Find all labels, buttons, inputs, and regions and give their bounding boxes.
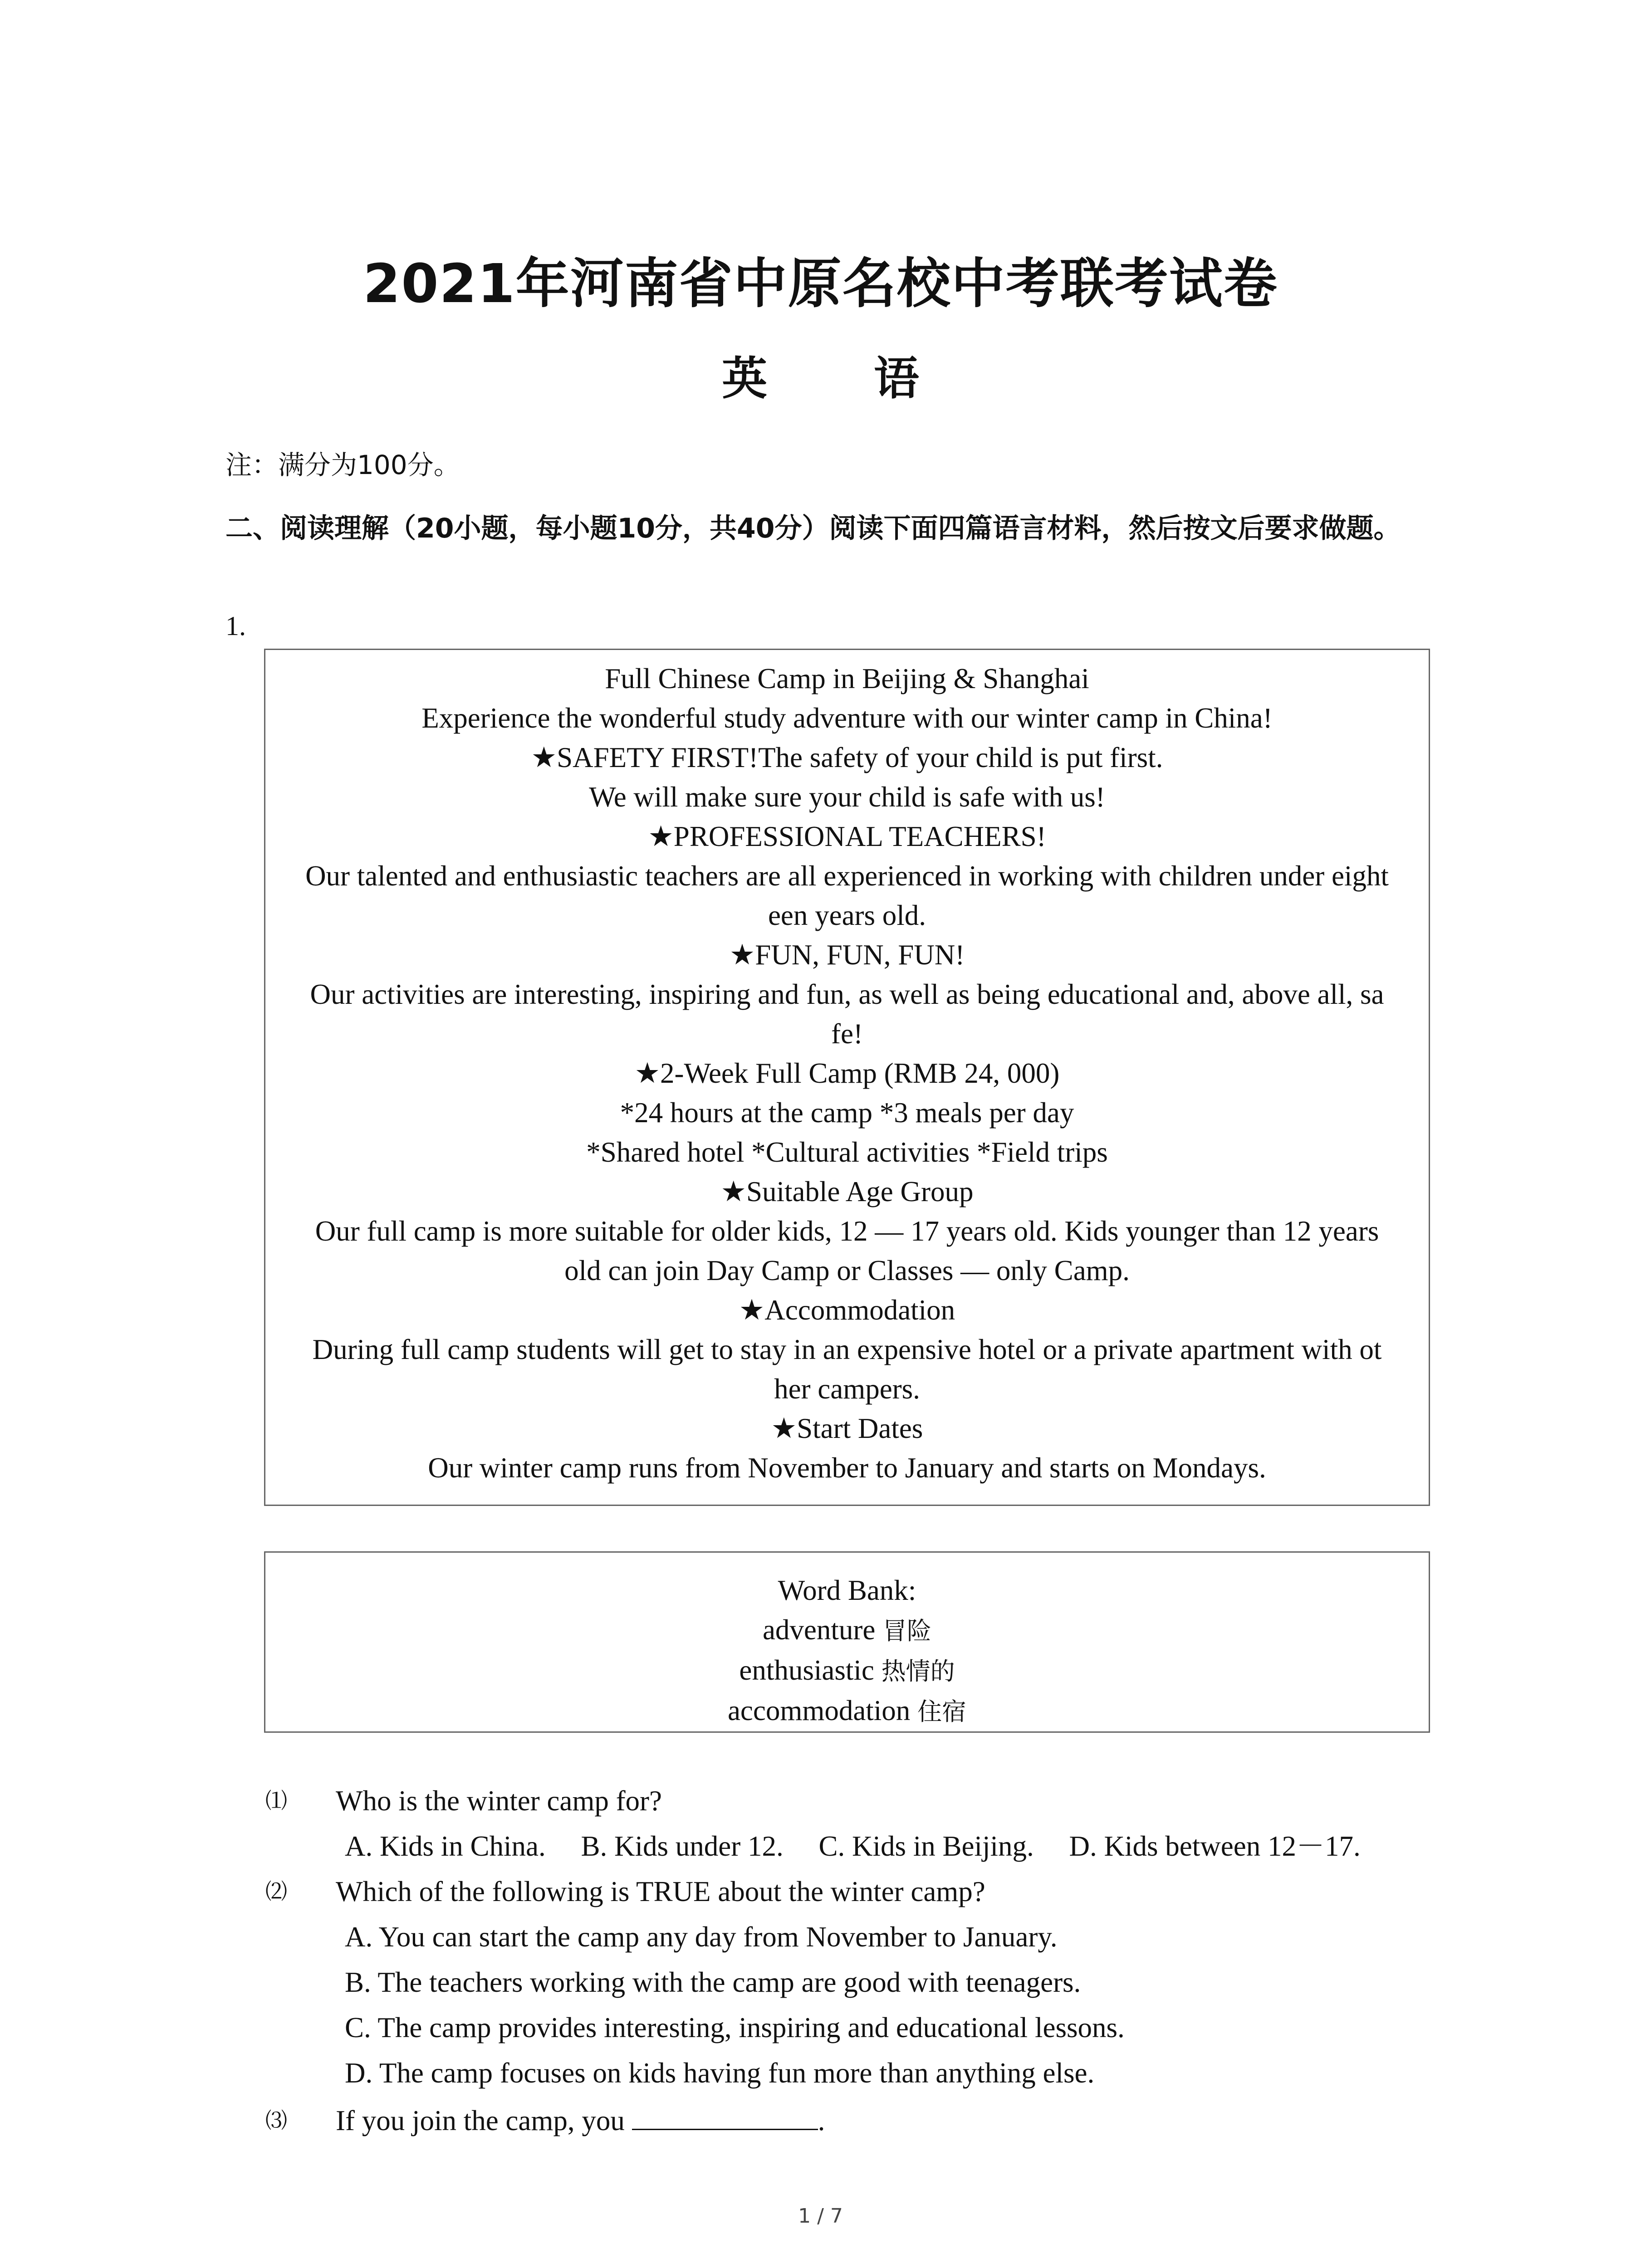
- passage-line: *Shared hotel *Cultural activities *Field trips: [586, 1136, 1108, 1168]
- question-2: [265, 1871, 985, 1912]
- option-b[interactable]: B. Kids under 12.: [581, 1830, 784, 1862]
- passage-line: Experience the wonderful study adventure with our winter camp in China!: [421, 702, 1273, 734]
- page-number: 1 / 7: [798, 2204, 843, 2228]
- passage-line: een years old.: [768, 899, 926, 931]
- passage-line: old can join Day Camp or Classes — only Camp.: [564, 1255, 1130, 1286]
- word-cn: 住宿: [917, 1697, 967, 1726]
- word-cn: 冒险: [882, 1617, 932, 1645]
- answer-blank[interactable]: [632, 2102, 818, 2130]
- option-c[interactable]: C. Kids in Beijing.: [818, 1830, 1034, 1862]
- passage-line: Our activities are interesting, inspiring and fun, as well as being educational and, above all, sa: [310, 978, 1384, 1010]
- passage-line: ★FUN, FUN, FUN!: [729, 939, 965, 971]
- word-en: accommodation: [727, 1695, 911, 1726]
- word-en: adventure: [762, 1614, 876, 1646]
- question-1-options: [345, 1826, 1389, 1867]
- passage-line: Our talented and enthusiastic teachers are all experienced in working with children under eight: [305, 860, 1389, 892]
- subject-title: 英 语: [722, 352, 965, 405]
- question-mark: ⑴: [265, 1788, 288, 1813]
- passage-line: During full camp students will get to stay in an expensive hotel or a private apartment with ot: [312, 1334, 1382, 1365]
- passage-line: ★PROFESSIONAL TEACHERS!: [648, 821, 1046, 852]
- section-heading: 二、阅读理解（20小题，每小题10分，共40分）阅读下面四篇语言材料，然后按文后要求做题。: [225, 513, 1401, 544]
- option-c[interactable]: C. The camp provides interesting, inspiring and educational lessons.: [345, 2012, 1125, 2043]
- passage-line: ★SAFETY FIRST!The safety of your child is put first.: [531, 742, 1163, 773]
- reading-passage-box: [264, 649, 1430, 1506]
- option-d[interactable]: D. The camp focuses on kids having fun more than anything else.: [345, 2057, 1095, 2089]
- word-en: enthusiastic: [739, 1654, 874, 1686]
- passage-line: fe!: [831, 1018, 863, 1050]
- question-3: [265, 2100, 825, 2141]
- passage-line: her campers.: [774, 1373, 920, 1405]
- word-bank-heading: Word Bank:: [778, 1574, 916, 1606]
- word-bank-entry: [274, 1691, 1420, 1731]
- passage-line: ★2-Week Full Camp (RMB 24, 000): [634, 1057, 1060, 1089]
- passage-line: Our full camp is more suitable for older kids, 12 — 17 years old. Kids younger than 12 years: [315, 1215, 1379, 1247]
- passage-line: *24 hours at the camp *3 meals per day: [620, 1097, 1074, 1129]
- question-1: [265, 1780, 662, 1821]
- passage-line: ★Start Dates: [771, 1413, 923, 1444]
- word-bank-box: [264, 1551, 1430, 1733]
- word-bank-entry: [274, 1651, 1420, 1691]
- exam-title: 2021年河南省中原名校中考联考试卷: [363, 252, 1278, 315]
- option-d[interactable]: D. Kids between 12－17.: [1069, 1830, 1361, 1862]
- question-text: If you join the camp, you: [336, 2105, 625, 2136]
- question-text: Who is the winter camp for?: [336, 1785, 662, 1817]
- word-bank-entry: [274, 1610, 1420, 1651]
- score-note: 注：满分为100分。: [225, 450, 460, 480]
- option-a[interactable]: A. You can start the camp any day from November to January.: [345, 1921, 1058, 1953]
- question-text: Which of the following is TRUE about the winter camp?: [336, 1876, 985, 1907]
- question-mark: ⑵: [265, 1879, 288, 1904]
- option-b[interactable]: B. The teachers working with the camp are good with teenagers.: [345, 1966, 1081, 1998]
- option-a[interactable]: A. Kids in China.: [345, 1830, 546, 1862]
- passage-line: Our winter camp runs from November to January and starts on Mondays.: [428, 1452, 1266, 1484]
- word-cn: 热情的: [881, 1657, 955, 1686]
- passage-line: ★Accommodation: [739, 1294, 955, 1326]
- question-suffix: .: [818, 2105, 825, 2136]
- passage-line: We will make sure your child is safe with us!: [589, 781, 1105, 813]
- passage-line: Full Chinese Camp in Beijing & Shanghai: [605, 663, 1089, 694]
- question-number: 1.: [225, 611, 246, 641]
- question-mark: ⑶: [265, 2108, 288, 2133]
- passage-line: ★Suitable Age Group: [720, 1176, 974, 1207]
